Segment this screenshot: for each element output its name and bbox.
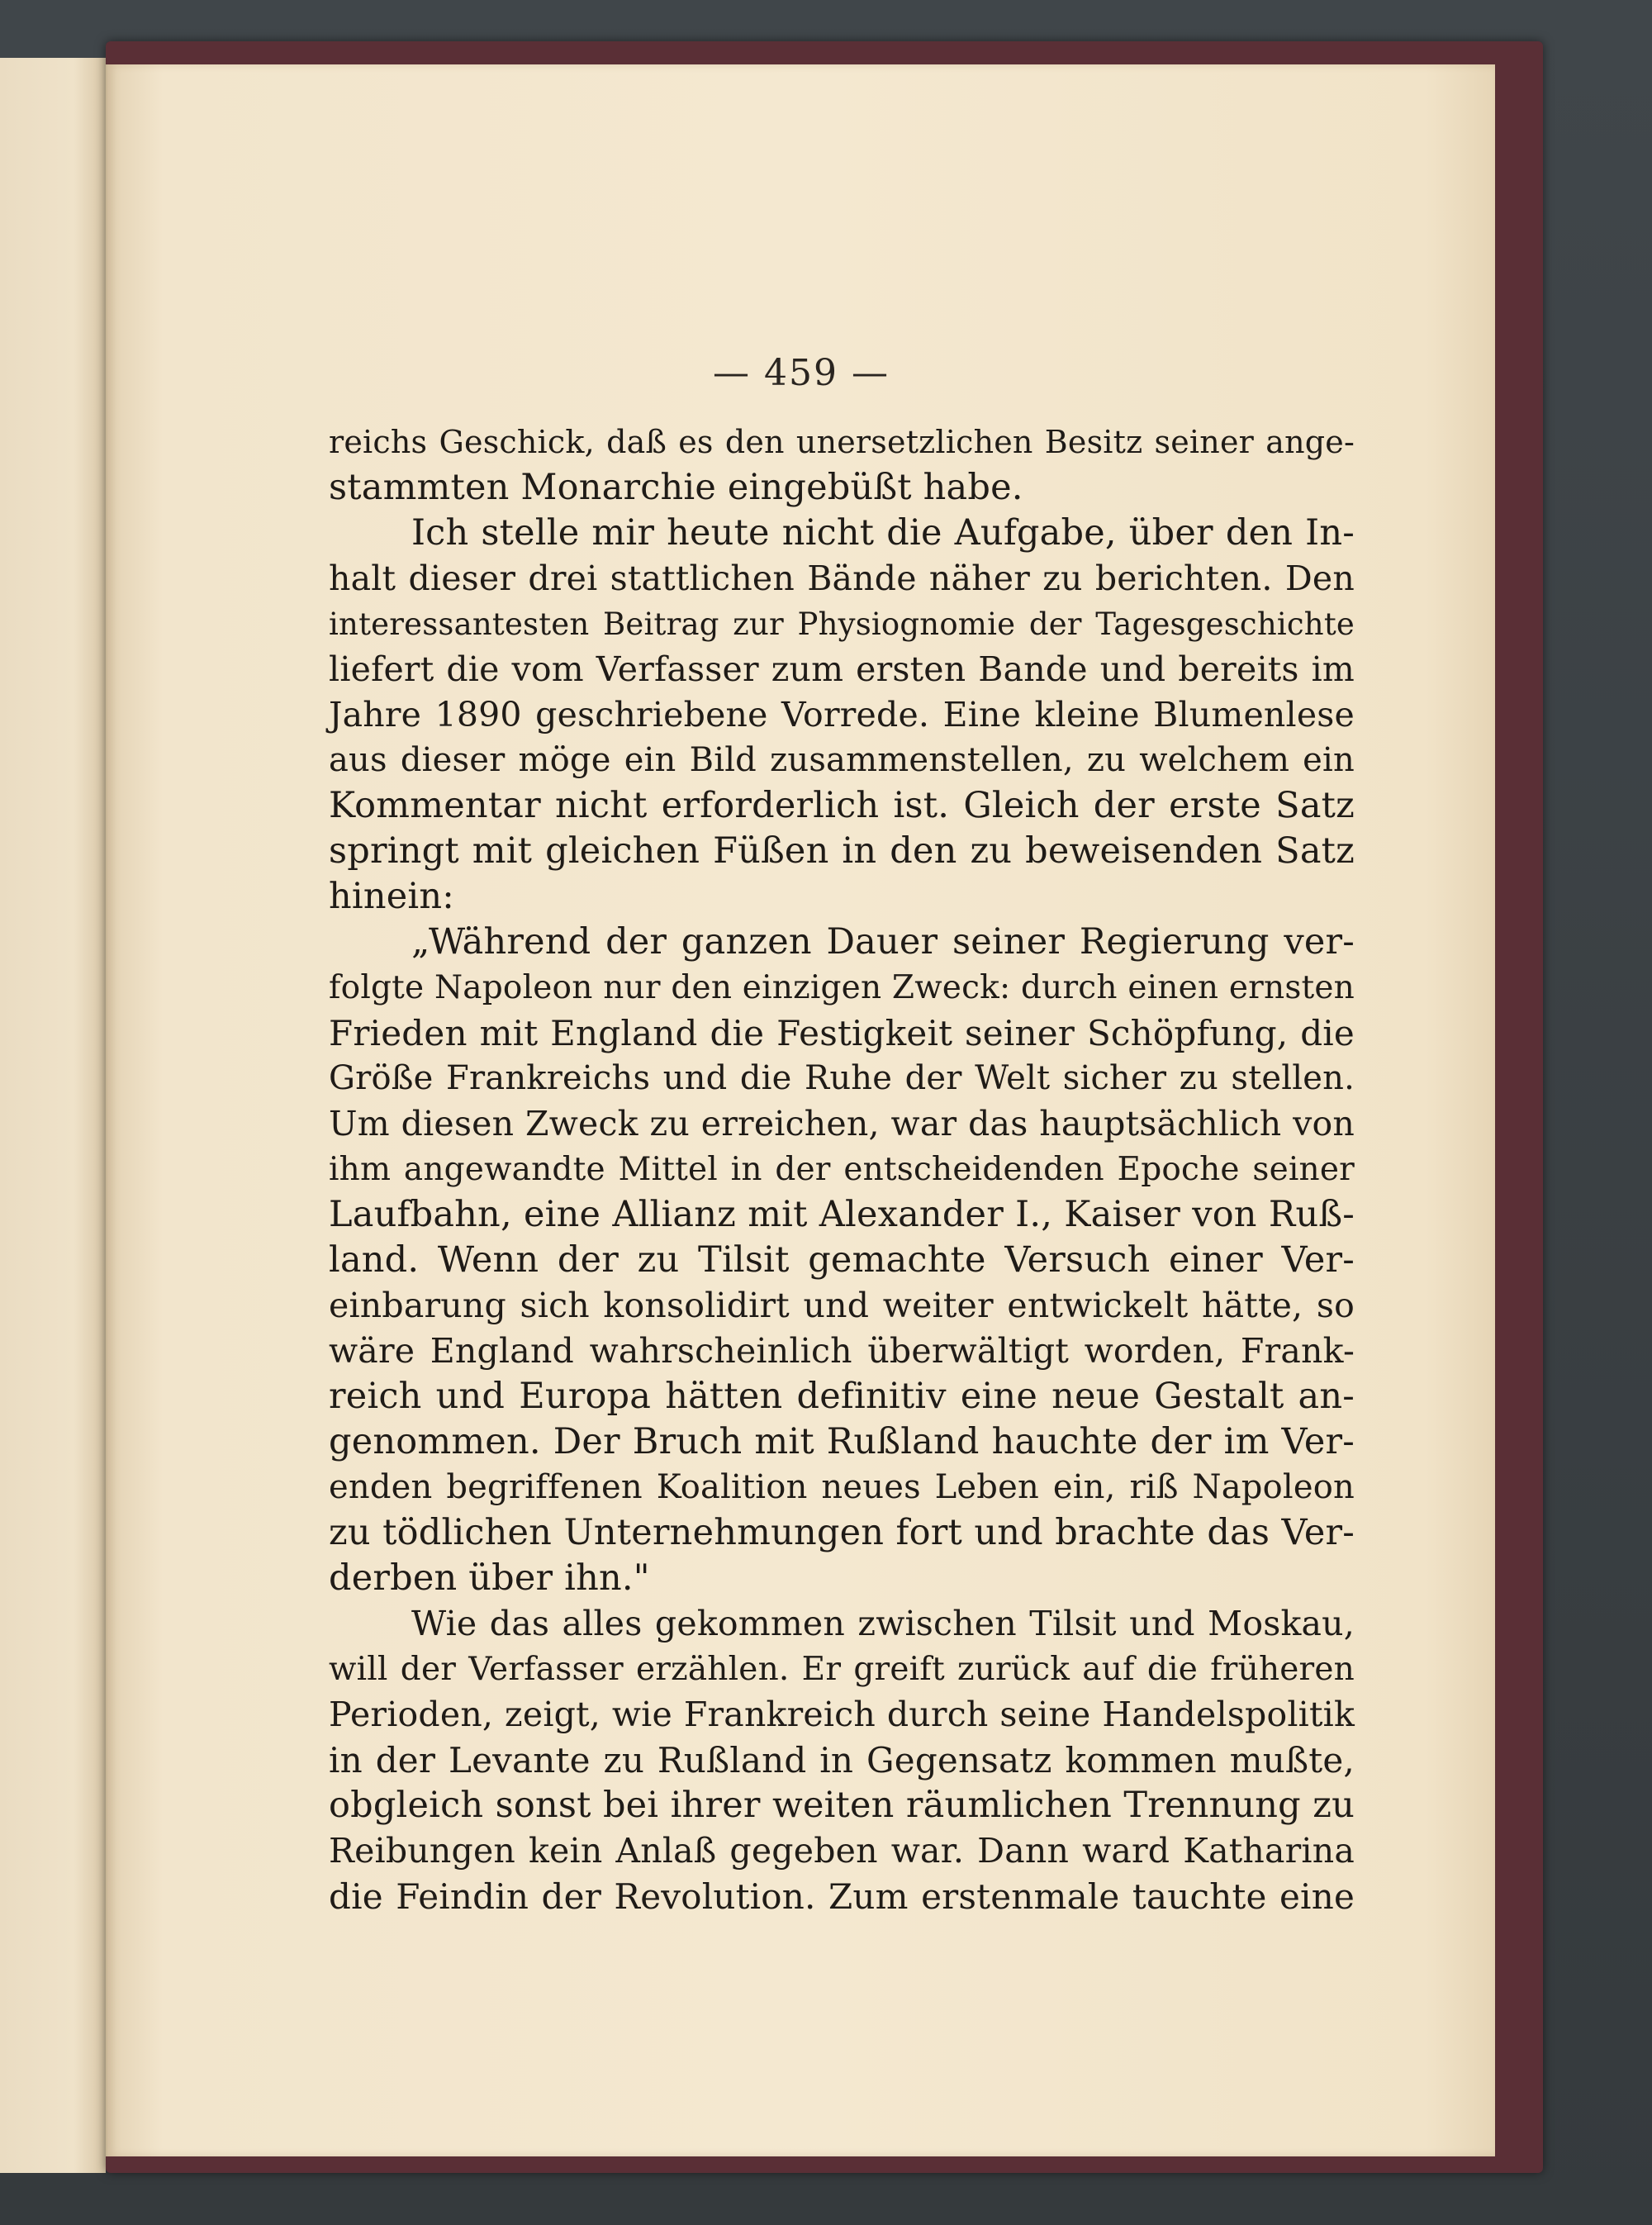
text-line: obgleich sonst bei ihrer weiten räumlichen Trennung zu — [329, 1785, 1355, 1826]
text-line: Laufbahn, eine Allianz mit Alexander I., Kaiser von Ruß- — [329, 1194, 1355, 1235]
text-line: Frieden mit England die Festigkeit seiner Schöpfung, die — [329, 1013, 1355, 1053]
text-line: reichs Geschick, daß es den unersetzlichen Besitz seiner ange- — [329, 424, 1355, 460]
text-line: reich und Europa hätten definitiv eine neue Gestalt an- — [329, 1376, 1355, 1417]
text-line: derben über ihn." — [329, 1557, 650, 1599]
text-line: Perioden, zeigt, wie Frankreich durch seine Handelspolitik — [329, 1695, 1355, 1734]
text-line: Um diesen Zweck zu erreichen, war das hauptsächlich von — [329, 1104, 1355, 1143]
text-line: ihm angewandte Mittel in der entscheidenden Epoche seiner — [329, 1151, 1355, 1188]
text-line: land. Wenn der zu Tilsit gemachte Versuch einer Ver- — [329, 1239, 1355, 1281]
text-line: Größe Frankreichs und die Ruhe der Welt sicher zu stellen. — [329, 1059, 1355, 1097]
text-line: „Während der ganzen Dauer seiner Regierung ver- — [411, 921, 1355, 963]
facing-page-edge — [0, 58, 106, 2173]
text-line: einbarung sich konsolidirt und weiter entwickelt hätte, so — [329, 1286, 1355, 1325]
text-line: Kommentar nicht erforderlich ist. Gleich der erste Satz — [329, 785, 1355, 826]
text-line: zu tödlichen Unternehmungen fort und brachte das Ver- — [329, 1512, 1355, 1553]
text-line: enden begriffenen Koalition neues Leben ein, riß Napoleon — [329, 1468, 1355, 1506]
body-text — [329, 420, 1355, 1919]
text-line: Wie das alles gekommen zwischen Tilsit und Moskau, — [411, 1604, 1355, 1643]
text-line: Jahre 1890 geschriebene Vorrede. Eine kleine Blumenlese — [329, 695, 1355, 735]
text-line: aus dieser möge ein Bild zusammenstellen, zu welchem ein — [329, 741, 1355, 779]
text-line: Reibungen kein Anlaß gegeben war. Dann ward Katharina — [329, 1831, 1355, 1871]
text-line: wäre England wahrscheinlich überwältigt worden, Frank- — [329, 1331, 1355, 1371]
text-line: hinein: — [329, 876, 454, 917]
text-line: liefert die vom Verfasser zum ersten Bande und bereits im — [329, 649, 1355, 689]
text-line: stammten Monarchie eingebüßt habe. — [329, 467, 1023, 508]
page-number: — 459 — — [713, 352, 890, 394]
book-page — [106, 64, 1495, 2156]
text-line: folgte Napoleon nur den einzigen Zweck: durch einen ernsten — [329, 969, 1355, 1006]
text-line: genommen. Der Bruch mit Rußland hauchte der im Ver- — [329, 1421, 1355, 1462]
text-line: die Feindin der Revolution. Zum erstenmale tauchte eine — [329, 1876, 1355, 1917]
text-line: springt mit gleichen Füßen in den zu beweisenden Satz — [329, 830, 1355, 872]
text-line: interessantesten Beitrag zur Physiognomie der Tagesgeschichte — [329, 606, 1355, 642]
text-line: will der Verfasser erzählen. Er greift zurück auf die früheren — [329, 1651, 1355, 1688]
text-line: halt dieser drei stattlichen Bände näher zu berichten. Den — [329, 559, 1355, 598]
text-line: in der Levante zu Rußland in Gegensatz kommen mußte, — [329, 1740, 1355, 1780]
text-line: Ich stelle mir heute nicht die Aufgabe, über den In- — [411, 512, 1355, 554]
